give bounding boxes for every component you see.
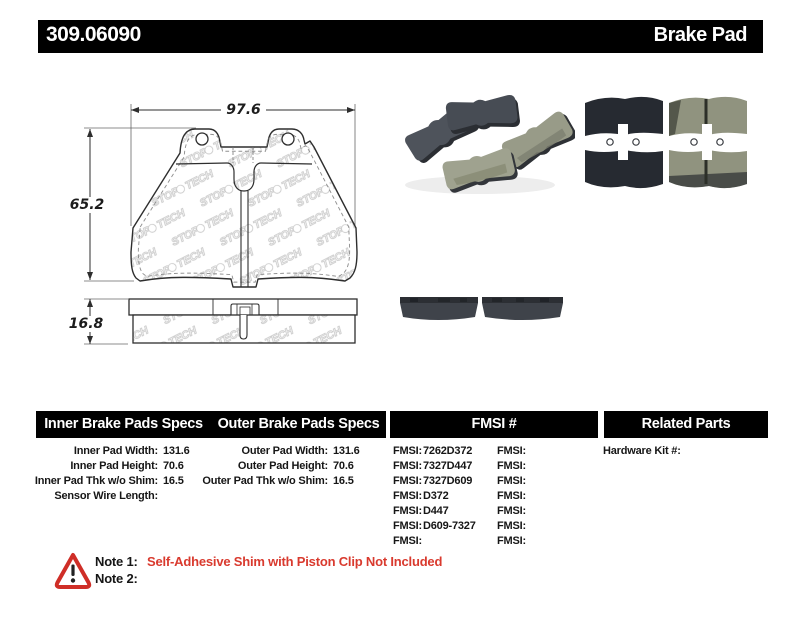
related-parts-row: [603, 445, 768, 460]
inner-spec-row: [30, 475, 210, 490]
fmsi-value: D372: [423, 490, 449, 502]
fmsi-label: FMSI:: [393, 490, 422, 502]
fmsi-label: FMSI:: [393, 520, 422, 532]
dimension-width-label: 97.6: [221, 102, 266, 118]
product-photo-edge-view: [398, 290, 566, 328]
dimension-thickness-label: 16.8: [61, 316, 111, 332]
spec-label: Outer Pad Thk w/o Shim:: [202, 475, 328, 487]
spec-value: 16.5: [333, 475, 354, 487]
spec-value: 131.6: [163, 445, 190, 457]
pad-face-outline: [131, 129, 357, 287]
fmsi-value: D609-7327: [423, 520, 476, 532]
note1-label: Note 1:: [95, 554, 138, 569]
spec-value: 16.5: [163, 475, 184, 487]
fmsi-header-bar: [390, 411, 598, 438]
related-parts-header: Related Parts: [641, 416, 731, 432]
fmsi-row: [393, 490, 593, 505]
pad-edge-view: [129, 299, 357, 343]
fmsi-label: FMSI:: [497, 535, 526, 547]
fmsi-label: FMSI:: [497, 490, 526, 502]
fmsi-label: FMSI:: [393, 475, 422, 487]
fmsi-value: 7327D447: [423, 460, 473, 472]
fmsi-label: FMSI:: [497, 475, 526, 487]
fmsi-label: FMSI:: [497, 460, 526, 472]
spec-label: Sensor Wire Length:: [54, 490, 158, 502]
dimension-height-label: 65.2: [63, 197, 111, 213]
fmsi-header: FMSI #: [471, 416, 517, 432]
fmsi-label: FMSI:: [497, 505, 526, 517]
fmsi-value: D447: [423, 505, 449, 517]
fmsi-row: [393, 445, 593, 460]
inner-spec-row: [30, 445, 210, 460]
hardware-kit-label: Hardware Kit #:: [603, 445, 681, 457]
spec-label: Outer Pad Width:: [241, 445, 328, 457]
outer-spec-row: [195, 445, 375, 460]
warning-triangle-icon: [53, 551, 93, 591]
fmsi-label: FMSI:: [393, 535, 422, 547]
pads-specs-header-bar: [36, 411, 386, 438]
fmsi-row: [393, 460, 593, 475]
note2-row: [95, 571, 147, 587]
related-parts-header-bar: [604, 411, 768, 438]
product-type-title: Brake Pad: [653, 24, 747, 46]
product-photo-top-view: [583, 90, 751, 195]
inner-spec-row: [30, 460, 210, 475]
fmsi-row: [393, 535, 593, 550]
inner-specs-header: Inner Brake Pads Specs: [44, 416, 203, 432]
spec-label: Outer Pad Height:: [237, 460, 328, 472]
pad-ear-hole-left: [196, 133, 208, 145]
fmsi-row: [393, 520, 593, 535]
note2-label: Note 2:: [95, 571, 138, 586]
outer-spec-row: [195, 475, 375, 490]
fmsi-row: [393, 475, 593, 490]
spec-label: Inner Pad Thk w/o Shim:: [34, 475, 158, 487]
product-photo-perspective: [395, 85, 575, 200]
fmsi-label: FMSI:: [497, 520, 526, 532]
spec-value: 70.6: [333, 460, 354, 472]
note1-row: [95, 554, 442, 570]
outer-spec-row: [195, 460, 375, 475]
fmsi-label: FMSI:: [393, 445, 422, 457]
fmsi-label: FMSI:: [497, 445, 526, 457]
inner-spec-row: [30, 490, 210, 505]
spec-label: Inner Pad Width:: [73, 445, 158, 457]
fmsi-label: FMSI:: [393, 460, 422, 472]
spec-label: Inner Pad Height:: [70, 460, 158, 472]
pad-ear-hole-right: [282, 133, 294, 145]
note1-text: Self-Adhesive Shim with Piston Clip Not Included: [147, 554, 443, 569]
fmsi-value: 7262D372: [423, 445, 473, 457]
spec-value: 131.6: [333, 445, 360, 457]
header-bar: [38, 20, 763, 53]
outer-specs-header: Outer Brake Pads Specs: [217, 416, 380, 432]
spec-value: 70.6: [163, 460, 184, 472]
fmsi-value: 7327D609: [423, 475, 473, 487]
part-number: 309.06090: [46, 23, 141, 46]
fmsi-label: FMSI:: [393, 505, 422, 517]
fmsi-row: [393, 505, 593, 520]
